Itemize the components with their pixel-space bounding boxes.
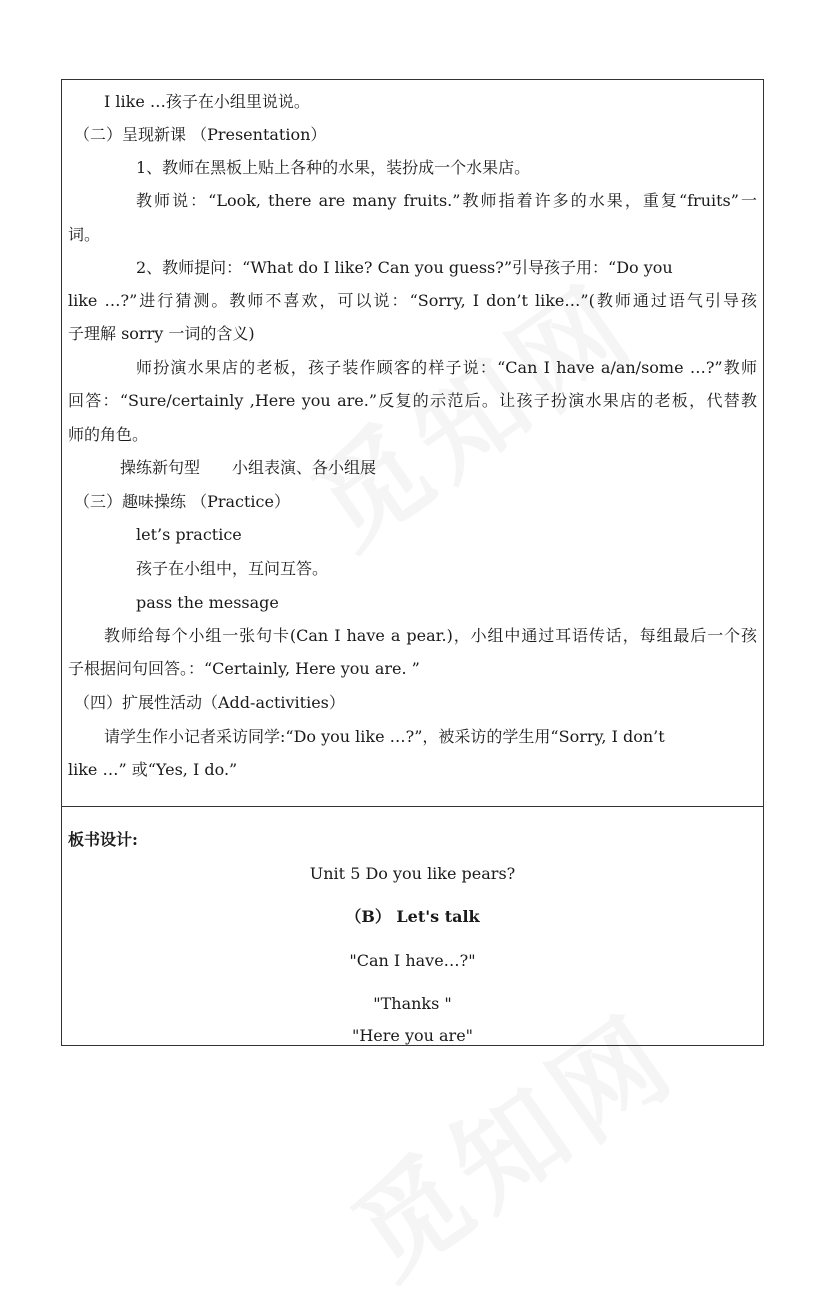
procedure-line-6: 2、教师提问：“What do I like? Can you guess?”引导孩子用：“Do you [136,258,673,277]
row-divider [62,806,763,807]
lesson-table [61,79,764,1046]
board-title: Unit 5 Do you like pears? [309,864,516,883]
procedure-line-5: 词。 [68,225,101,244]
procedure-line-8: 子理解 sorry 一词的含义) [68,324,255,343]
section-heading-presentation: （二）呈现新课 （Presentation） [74,125,327,144]
procedure-line-7: like …?”进行猜测。教师不喜欢，可以说：“Sorry, I don’t like…”(教师通过语气引导孩 [68,291,757,310]
procedure-line-18: 子根据问句回答。：“Certainly, Here you are. ” [68,659,420,678]
procedure-line-21: like …” 或“Yes, I do.” [68,760,238,779]
procedure-line-3: 1、教师在黑板上贴上各种的水果，装扮成一个水果店。 [136,158,531,177]
procedure-line-15: 孩子在小组中，互问互答。 [136,559,329,578]
board-sentence-1: "Can I have…?" [349,951,476,970]
procedure-line-14: let’s practice [136,525,242,544]
board-subtitle: （B） Let's talk [345,907,480,926]
procedure-line-10: 回答：“Sure/certainly ,Here you are.”反复的示范后。让孩子扮演水果店的老板，代替教 [68,391,757,410]
procedure-line-4: 教师说：“Look, there are many fruits.”教师指着许多的水果，重复“fruits”一 [136,191,757,210]
section-heading-activities: （四）扩展性活动（Add-activities） [74,693,345,712]
section-heading-practice: （三）趣味操练 （Practice） [74,492,290,511]
board-sentence-2: "Thanks " [373,994,452,1013]
procedure-line-1: I like …孩子在小组里说说。 [104,92,310,111]
board-sentence-3: "Here you are" [351,1026,474,1045]
procedure-line-11: 师的角色。 [68,425,149,444]
procedure-line-20: 请学生作小记者采访同学:“Do you like …?”，被采访的学生用“Sorry, I don’t [104,727,665,746]
procedure-line-12: 操练新句型 小组表演、各小组展 [120,458,377,477]
procedure-line-9: 师扮演水果店的老板，孩子装作顾客的样子说：“Can I have a/an/some …?”教师 [136,358,757,377]
board-design-heading: 板书设计: [68,830,138,849]
procedure-line-16: pass the message [136,593,279,612]
procedure-line-17: 教师给每个小组一张句卡(Can I have a pear.)，小组中通过耳语传话，每组最后一个孩 [104,626,757,645]
